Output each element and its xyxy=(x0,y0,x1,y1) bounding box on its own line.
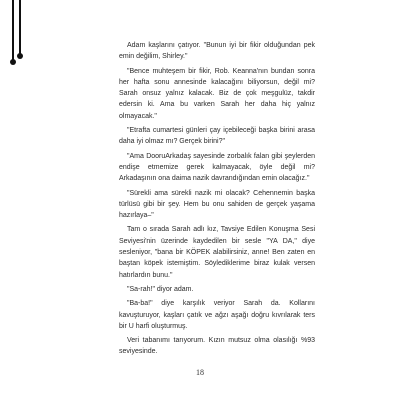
bookmark-ribbon-right xyxy=(19,0,21,56)
paragraph: "Bence muhteşem bir fikir, Rob. Keanna'nın bundan sonra her hafta sonu annesinde kalacağını biliyorsun, değil mi? Sarah onsuz yalnız kalacak. Biz de çok meşgulüz, takdir edersin ki. Ama bu varken Sarah her daha hiç yalnız olmayacak." xyxy=(119,67,315,120)
page-number: 18 xyxy=(196,368,204,377)
bookmark-ribbon-left xyxy=(12,0,14,62)
paragraph: "Sürekli ama sürekli nazik mi olacak? Cehennemin başka türlüsü gibi bir şey. Hem bu onu sahiden de gerçek yaşama hazırlaya–" xyxy=(119,189,315,220)
paragraph: Tam o sırada Sarah adlı kız, Tavsiye Edilen Konuşma Sesi Seviyesi'nin üzerinde kaydedilen bir sesle "YA DA," diye sesleniyor, "bana bir KÖPEK alabilirsiniz, anne! Ben zaten en baştan köpek istemiştim. Söylediklerime biraz kulak versen hatırlardın bunu." xyxy=(119,226,315,279)
paragraph: "Ama DooruArkadaş sayesinde zorbalık falan gibi şeylerden endişe etmemize gerek kalmayacak, öyle değil mi? Arkadaşının ona daima nazik davrandığından emin olacağız." xyxy=(119,152,315,183)
paragraph: "Etrafta cumartesi günleri çay içebileceği başka birini arasa daha iyi olmaz mı? Gerçek birini?" xyxy=(119,127,315,146)
paragraph: "Ba-ba!" diye karşılık veriyor Sarah da. Kollarını kavuşturuyor, kaşları çatık ve ağzı aşağı doğru kıvrılarak ters bir U harfi oluşturmuş. xyxy=(119,300,315,330)
ribbon-end-icon xyxy=(10,59,16,65)
paragraph: Veri tabanımı tarıyorum. Kızın mutsuz olma olasılığı %93 seviyesinde. xyxy=(119,337,315,356)
paragraph: "Sa-rah!" diyor adam. xyxy=(127,285,194,293)
ribbon-end-icon xyxy=(17,53,23,59)
paragraph: Adam kaşlarını çatıyor. "Bunun iyi bir fikir olduğundan pek emin değilim, Shirley." xyxy=(119,42,315,61)
page-body xyxy=(119,40,315,361)
